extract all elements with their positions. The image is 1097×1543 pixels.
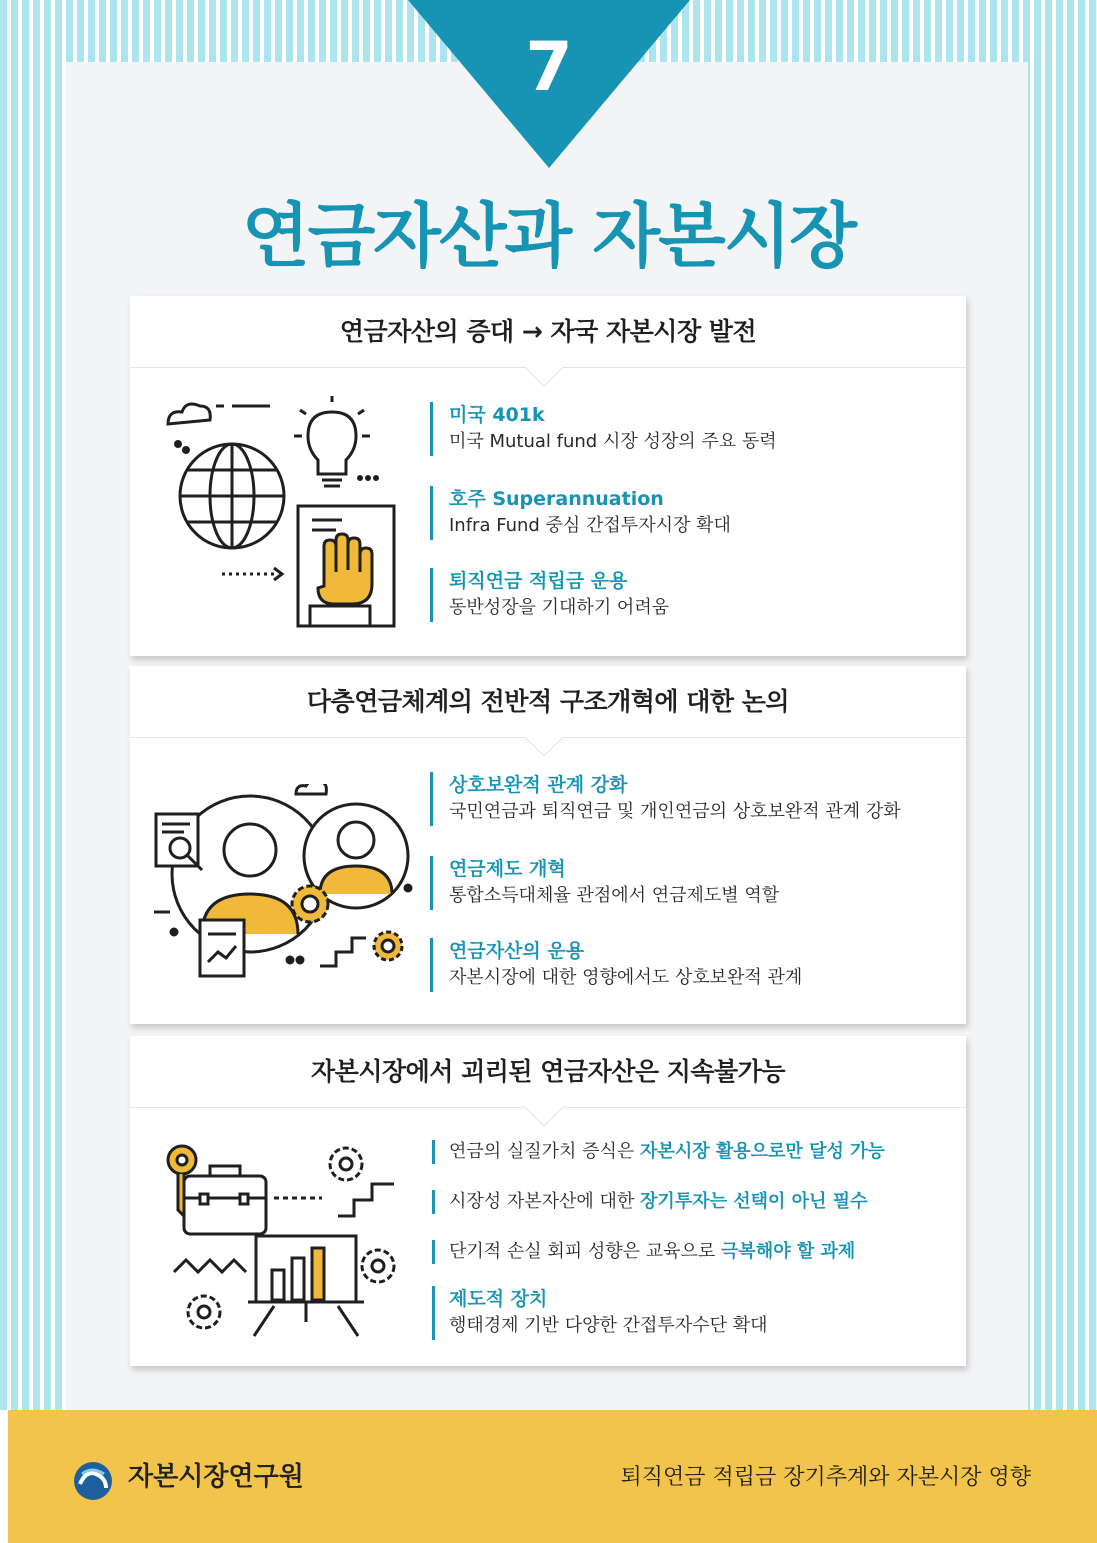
page-title: 연금자산과 자본시장 [242, 195, 855, 277]
footer [8, 1410, 1097, 1543]
section-card-1 [130, 296, 966, 656]
heading-notch [524, 717, 564, 757]
line-text: 시장성 자본자산에 대한 [449, 1191, 641, 1212]
heading-notch [524, 1087, 564, 1127]
section-heading-text: 다층연금체계의 전반적 구조개혁에 대한 논의 [306, 687, 790, 716]
list-item [430, 568, 669, 622]
section-heading-3 [130, 1036, 966, 1108]
heading-notch [524, 347, 564, 387]
report-title: 퇴직연금 적립금 장기추계와 자본시장 영향 [620, 1465, 1031, 1490]
line-highlight: 극복해야 할 과제 [721, 1241, 856, 1262]
briefcase-key-chart-icon [164, 1136, 414, 1346]
section-heading-text: 자본시장에서 괴리된 연금자산은 지속불가능 [311, 1057, 785, 1086]
item-desc: 통합소득대체율 관점에서 연금제도별 역할 [449, 885, 780, 906]
item-desc: 미국 Mutual fund 시장 성장의 주요 동력 [449, 431, 777, 452]
list-item [432, 1240, 855, 1264]
item-title: 상호보완적 관계 강화 [449, 774, 628, 796]
item-title: 호주 Superannuation [449, 488, 664, 510]
line-highlight: 자본시장 활용으로만 달성 가능 [640, 1141, 885, 1162]
item-title: 미국 401k [449, 404, 545, 426]
section-card-3 [130, 1036, 966, 1366]
item-title: 연금자산의 운용 [449, 940, 585, 962]
page-number: 7 [525, 28, 573, 107]
line-text: 연금의 실질가치 증식은 [449, 1141, 641, 1162]
line-text: 단기적 손실 회피 성향은 교육으로 [449, 1241, 722, 1262]
item-title: 연금제도 개혁 [449, 858, 566, 880]
section-heading-text: 연금자산의 증대 → 자국 자본시장 발전 [339, 317, 757, 346]
line-highlight: 장기투자는 선택이 아닌 필수 [640, 1191, 868, 1212]
list-item [430, 402, 777, 456]
list-item [432, 1286, 767, 1340]
section-heading-1 [130, 296, 966, 368]
item-desc: 동반성장을 기대하기 어려움 [449, 597, 670, 618]
item-title: 퇴직연금 적립금 운용 [449, 570, 628, 592]
people-gears-documents-icon [150, 784, 420, 984]
list-item [430, 856, 779, 910]
item-desc: Infra Fund 중심 간접투자시장 확대 [449, 515, 731, 536]
kcmi-logo-icon [72, 1460, 114, 1502]
list-item [430, 938, 802, 992]
org-name: 자본시장연구원 [128, 1462, 304, 1492]
list-item [432, 1190, 868, 1214]
list-item [430, 772, 901, 826]
item-desc: 국민연금과 퇴직연금 및 개인연금의 상호보완적 관계 강화 [449, 801, 901, 822]
item-title: 제도적 장치 [449, 1288, 548, 1310]
list-item [432, 1140, 885, 1164]
globe-lightbulb-hand-icon [160, 396, 400, 636]
item-desc: 자본시장에 대한 영향에서도 상호보완적 관계 [449, 967, 803, 988]
section-heading-2 [130, 666, 966, 738]
section-card-2 [130, 666, 966, 1024]
item-desc: 행태경제 기반 다양한 간접투자수단 확대 [449, 1315, 768, 1336]
list-item [430, 486, 731, 540]
